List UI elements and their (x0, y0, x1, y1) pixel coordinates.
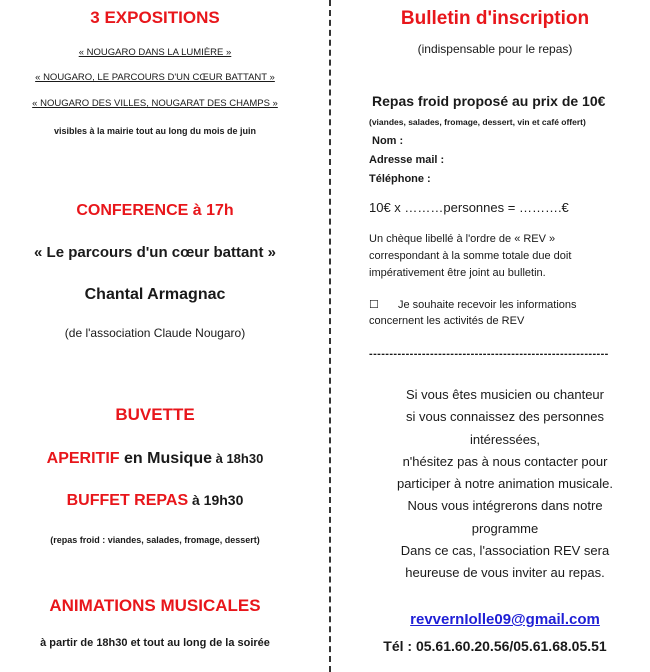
checkbox-icon[interactable]: ☐ (369, 299, 379, 311)
conference-subtitle: « Le parcours d'un cœur battant » (34, 244, 276, 261)
exposition-item: « NOUGARO DANS LA LUMIÈRE » (78, 47, 232, 58)
invitation-line: intéressées, (469, 431, 541, 447)
aperitif-label: APERITIF (46, 450, 120, 467)
animations-note: à partir de 18h30 et tout au long de la soirée (40, 637, 270, 649)
cheque-instruction (369, 231, 571, 282)
contact-phone: Tél : 05.61.60.20.56/05.61.68.05.51 (383, 638, 607, 654)
invitation-line: programme (471, 520, 539, 536)
cheque-line: impérativement être joint au bulletin. (369, 267, 546, 279)
speaker-name: Chantal Armagnac (84, 286, 226, 303)
expositions-title: 3 EXPOSITIONS (90, 8, 220, 27)
aperitif-line (0, 450, 310, 468)
invitation-line: heureuse de vous inviter au repas. (405, 565, 605, 581)
animations-title: ANIMATIONS MUSICALES (49, 596, 261, 615)
separator: ----------------------------------------------------------- (369, 348, 609, 360)
conference-title: CONFERENCE à 17h (76, 202, 234, 219)
speaker-association: (de l'association Claude Nougaro) (64, 326, 246, 340)
repas-price: Repas froid proposé au prix de 10€ (372, 93, 606, 109)
cheque-line: Un chèque libellé à l'ordre de « REV » (369, 233, 556, 245)
contact-email-link[interactable]: revvernIolle09@gmail.com (410, 611, 600, 628)
bulletin-title: Bulletin d'inscription (400, 8, 590, 29)
buffet-label: BUFFET REPAS (66, 492, 189, 509)
column-divider (329, 0, 331, 672)
info-option-line1: Je souhaite recevoir les informations (398, 299, 577, 311)
exposition-item: « NOUGARO, LE PARCOURS D'UN CŒUR BATTANT » (35, 72, 275, 83)
aperitif-text: en Musique (119, 450, 212, 467)
buffet-time: à 19h30 (188, 492, 244, 508)
invitation-line: Dans ce cas, l'association REV sera (400, 543, 610, 559)
buvette-title: BUVETTE (115, 405, 195, 424)
musician-invitation (340, 384, 650, 585)
field-nom[interactable]: Nom : (372, 135, 404, 147)
aperitif-time: à 18h30 (212, 451, 264, 466)
invitation-line: participer à notre animation musicale. (396, 476, 614, 492)
field-adresse-mail[interactable]: Adresse mail : (369, 154, 445, 166)
bulletin-subtitle: (indispensable pour le repas) (417, 42, 573, 56)
invitation-line: Si vous êtes musicien ou chanteur (406, 387, 604, 402)
price-calculation: 10€ x ………personnes = ……….€ (369, 200, 569, 215)
buffet-line (0, 492, 310, 510)
invitation-line: Nous vous intégrerons dans notre (407, 498, 603, 514)
info-option-line2: concernent les activités de REV (369, 315, 525, 327)
invitation-line: n'hésitez pas à nous contacter pour (402, 453, 608, 469)
repas-note: (viandes, salades, fromage, dessert, vin et café offert) (369, 117, 586, 127)
buffet-note: (repas froid : viandes, salades, fromage, dessert) (50, 535, 260, 545)
field-telephone[interactable]: Téléphone : (369, 173, 431, 185)
exposition-item: « NOUGARO DES VILLES, NOUGARAT DES CHAMPS » (32, 98, 278, 109)
invitation-line: si vous connaissez des personnes (405, 409, 604, 425)
expositions-note: visibles à la mairie tout au long du mois de juin (53, 126, 257, 136)
cheque-line: correspondant à la somme totale due doit (369, 250, 572, 262)
